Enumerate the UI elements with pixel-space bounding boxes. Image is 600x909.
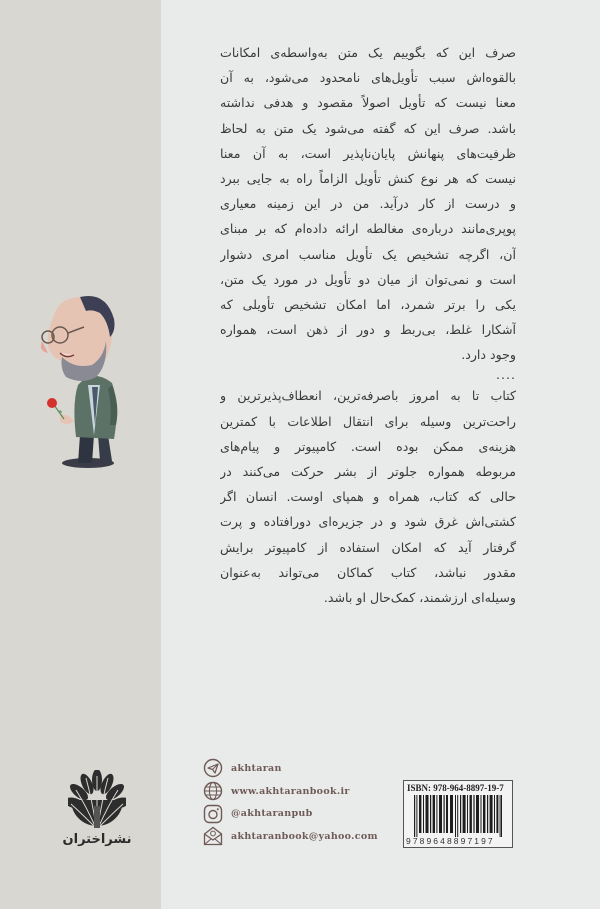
globe-icon bbox=[203, 781, 223, 801]
contact-list bbox=[203, 757, 378, 848]
email-icon bbox=[203, 826, 223, 846]
contact-text: www.akhtaranbook.ir bbox=[231, 785, 350, 797]
blurb-line: گرفتار آید که امکان استفاده از کامپیوتر برایش bbox=[220, 539, 516, 555]
section-separator: .... bbox=[495, 367, 516, 383]
blurb-line: نیست که هر نوع کنش تأویل الزاماً راه به جایی ببرد bbox=[220, 170, 516, 186]
contact-text: @akhtaranpub bbox=[231, 808, 313, 820]
blurb-line: یکی را برتر شمرد، اما امکان تشخیص تأویلی که bbox=[220, 296, 516, 312]
back-cover-blurb bbox=[220, 40, 516, 610]
blurb-line: کشتی‌اش غرق شود و در جزیره‌ای دورافتاده و پرت bbox=[220, 514, 516, 530]
blurb-line: معنا نیست که تأویل اصولاً مقصود و هدفی نداشته bbox=[220, 95, 516, 111]
blurb-line: باشد. صرف این که گفته می‌شود یک متن به لحاظ bbox=[220, 120, 516, 136]
contact-website bbox=[203, 780, 378, 803]
blurb-line: وسیله‌ای ارزشمند، کمک‌حال او باشد. bbox=[323, 589, 516, 605]
isbn-label: ISBN: 978-964-8897-19-7 bbox=[407, 783, 504, 793]
blurb-line: آشکارا غلط، بی‌ربط و دور از ذهن است، همواره bbox=[220, 322, 516, 338]
blurb-line: ظرفیت‌های پنهانش پایان‌ناپذیر است، به آن معنا bbox=[220, 145, 516, 161]
blurb-line: بالقوه‌اش سبب تأویل‌های نامحدود می‌شود، به آن bbox=[220, 70, 516, 86]
barcode-bars-icon bbox=[414, 795, 502, 837]
blurb-line: وجود دارد. bbox=[461, 347, 516, 363]
blurb-line: مقدور نباشد، کتاب کماکان می‌تواند به‌عنوان bbox=[220, 564, 516, 580]
blurb-line: و درست از کار درآید. من در این زمینه معیاری bbox=[220, 196, 516, 212]
blurb-line: مربوطه همواره جلوتر از بشر حرکت می‌کنند در bbox=[220, 464, 516, 479]
contact-instagram bbox=[203, 802, 378, 825]
isbn-barcode bbox=[403, 780, 513, 848]
tree-fan-logo-icon bbox=[68, 770, 126, 830]
contact-telegram bbox=[203, 757, 378, 780]
blurb-line: صرف این که بگوییم یک متن به‌واسطه‌ی امکانات bbox=[220, 45, 516, 60]
barcode-digits: 9789648897197 bbox=[406, 836, 495, 846]
instagram-icon bbox=[203, 804, 223, 824]
telegram-icon bbox=[203, 758, 223, 778]
blurb-line: حالی که کتاب، همراه و همپای اوست. انسان اگر bbox=[220, 489, 516, 505]
publisher-name: نشراختران bbox=[62, 832, 132, 847]
blurb-line: راحت‌ترین وسیله برای انتقال اطلاعات با کمترین bbox=[220, 413, 516, 429]
blurb-line: آن، اگرچه تشخیص یک تأویل مناسب امری دشوار bbox=[220, 246, 516, 262]
blurb-line: هزینه‌ی ممکن بوده است. کامپیوتر و پیام‌های bbox=[220, 438, 516, 454]
author-caricature-illustration bbox=[20, 285, 130, 475]
blurb-line: است و نمی‌توان از میان دو تأویل در مورد یک متن، bbox=[220, 271, 516, 287]
blurb-line: پوپری‌مانند درباره‌ی مغالطه ارائه داده‌ام که بر مبنای bbox=[220, 221, 516, 237]
contact-text: akhtaranbook@yahoo.com bbox=[231, 830, 378, 842]
contact-email bbox=[203, 825, 378, 848]
contact-text: akhtaran bbox=[231, 762, 282, 774]
blurb-line: کتاب تا به امروز باصرفه‌ترین، انعطاف‌پذیرترین و bbox=[220, 388, 516, 404]
